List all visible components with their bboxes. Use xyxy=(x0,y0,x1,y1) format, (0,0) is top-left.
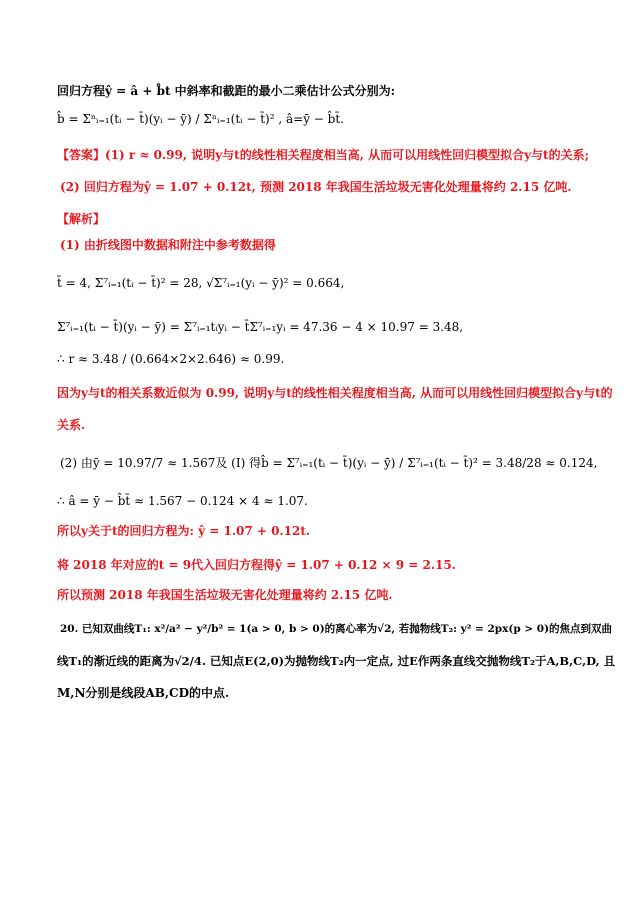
text-line-a-hat: ∴ â = ȳ − b̂t̄ ≈ 1.567 − 0.124 × 4 ≈ 1.07. xyxy=(57,494,308,508)
text-line-answer-part2: (2) 回归方程为ŷ = 1.07 + 0.12t, 预测 2018 年我国生活垃圾无害化处理量将约 2.15 亿吨. xyxy=(60,180,572,194)
text-line-problem20-3: M,N分别是线段AB,CD的中点. xyxy=(57,686,230,700)
text-line-r-value: ∴ r ≈ 3.48 / (0.664×2×2.646) ≈ 0.99. xyxy=(57,352,285,366)
text-line-formula-slope: b̂ = Σⁿᵢ₌₁(tᵢ − t̄)(yᵢ − ȳ) / Σⁿᵢ₌₁(tᵢ − t̄)² , â=ȳ − b̂t̄. xyxy=(57,112,344,126)
text-line-regression-equation: 所以y关于t的回归方程为: ŷ = 1.07 + 0.12t. xyxy=(57,524,311,538)
text-line-conclusion-2: 关系. xyxy=(57,418,86,432)
text-line-covariance: Σ⁷ᵢ₌₁(tᵢ − t̄)(yᵢ − ȳ) = Σ⁷ᵢ₌₁tᵢyᵢ − t̄Σ⁷ᵢ₌₁yᵢ = 47.36 − 4 × 10.97 = 3.48, xyxy=(57,320,464,334)
text-line-prediction-calc: 将 2018 年对应的t = 9代入回归方程得ŷ = 1.07 + 0.12 × 9 = 2.15. xyxy=(57,558,456,572)
text-line-problem20-1: 20. 已知双曲线T₁: x²/a² − y²/b² = 1(a > 0, b > 0)的离心率为√2, 若抛物线T₂: y² = 2px(p > 0)的焦点到双曲 xyxy=(60,623,613,635)
text-line-b-hat: (2) 由ȳ = 10.97/7 ≈ 1.567及 (Ⅰ) 得b̂ = Σ⁷ᵢ₌₁(tᵢ − t̄)(yᵢ − ȳ) / Σ⁷ᵢ₌₁(tᵢ − t̄)² = 3.48/28 ≈ 0.124, xyxy=(60,456,598,470)
text-line-conclusion-1: 因为y与t的相关系数近似为 0.99, 说明y与t的线性相关程度相当高, 从而可以用线性回归模型拟合y与t的 xyxy=(57,386,613,400)
text-line-analysis-header: 【解析】 xyxy=(57,212,106,226)
text-line-data-sums: t̄ = 4, Σ⁷ᵢ₌₁(tᵢ − t̄)² = 28, √Σ⁷ᵢ₌₁(yᵢ − ȳ)² = 0.664, xyxy=(57,276,345,290)
text-line-regression-intro: 回归方程ŷ = â + b̂t 中斜率和截距的最小二乘估计公式分别为: xyxy=(57,84,396,98)
text-line-prediction-result: 所以预测 2018 年我国生活垃圾无害化处理量将约 2.15 亿吨. xyxy=(57,588,393,602)
text-line-analysis-step1: (1) 由折线图中数据和附注中参考数据得 xyxy=(60,238,276,252)
text-line-problem20-2: 线T₁的渐近线的距离为√2/4. 已知点E(2,0)为抛物线T₂内一定点, 过E作两条直线交抛物线T₂于A,B,C,D, 且 xyxy=(57,654,616,668)
text-line-answer-part1: 【答案】(1) r ≈ 0.99, 说明y与t的线性相关程度相当高, 从而可以用线性回归模型拟合y与t的关系; xyxy=(57,148,590,162)
